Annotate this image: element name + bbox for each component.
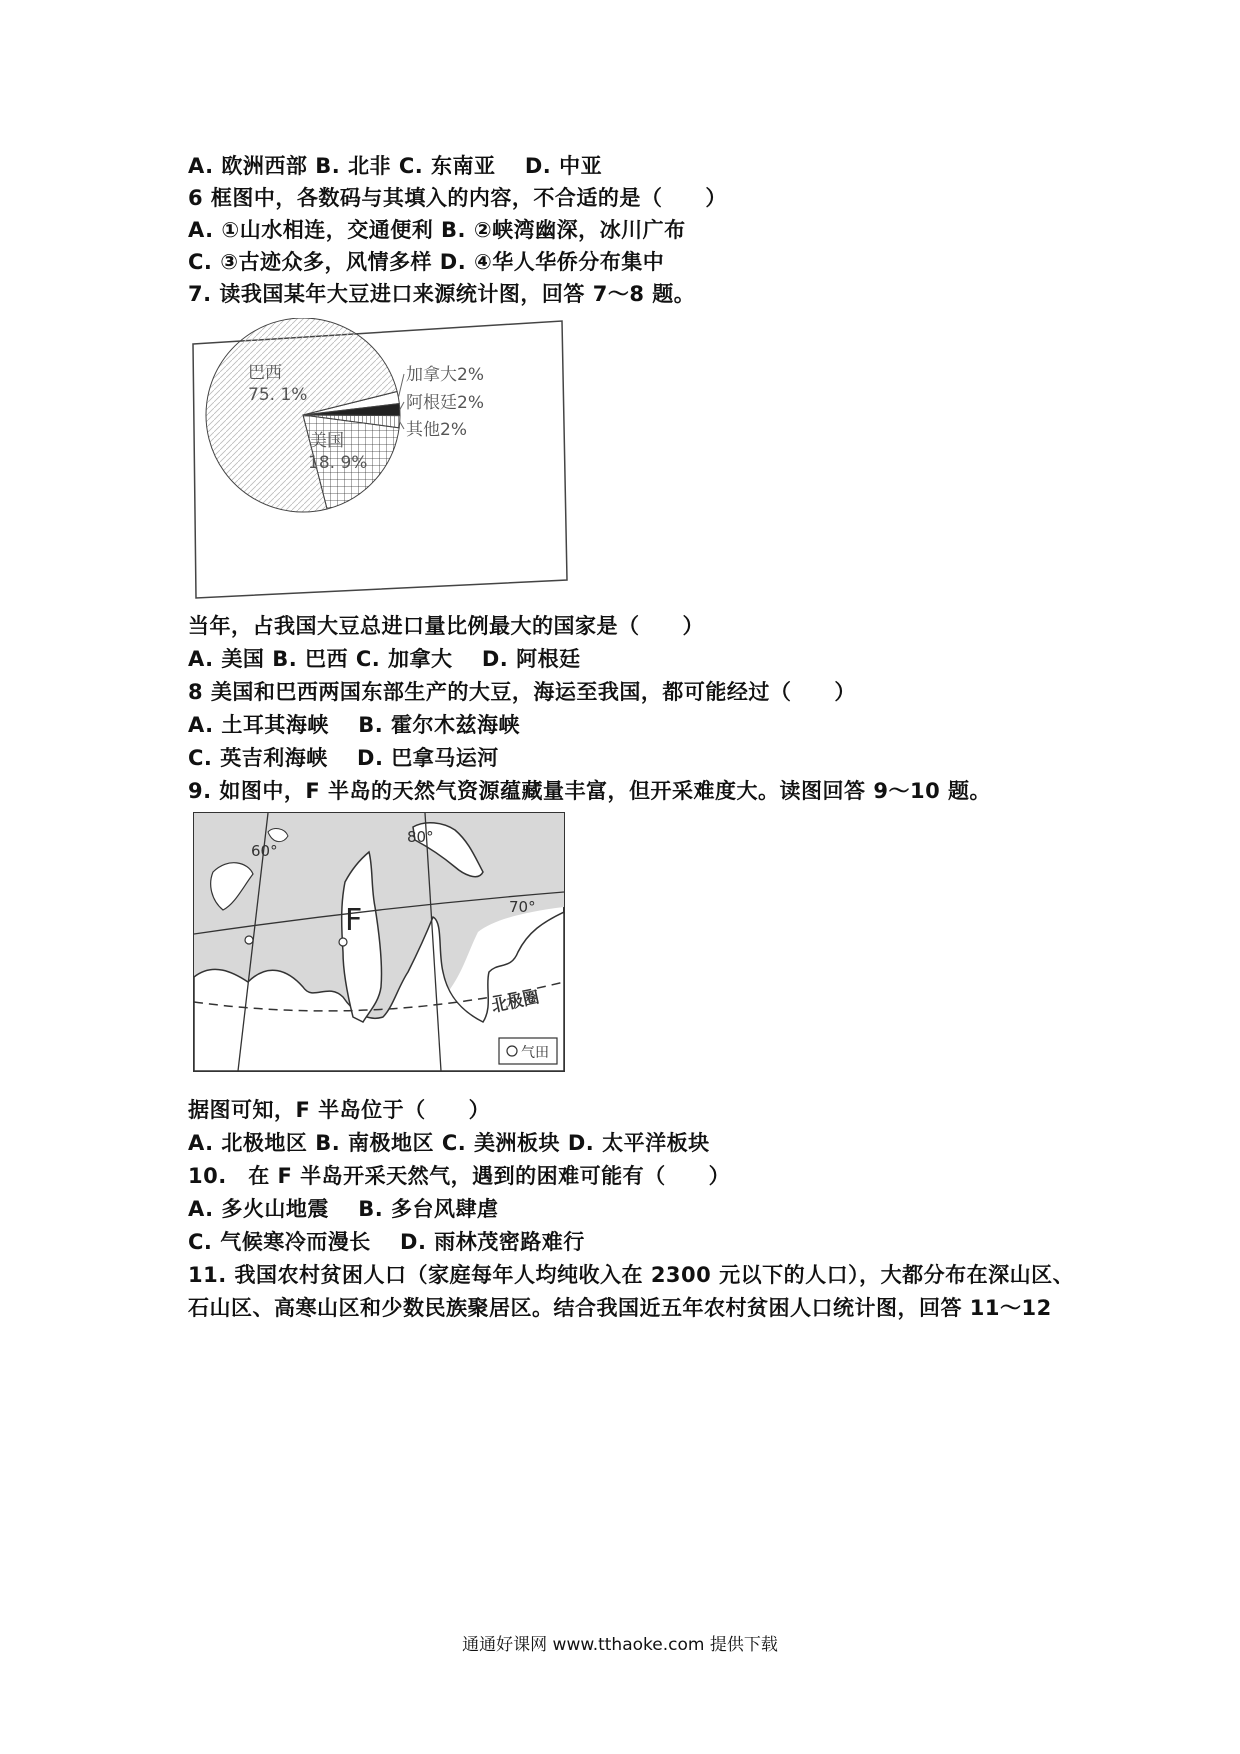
- question-11-intro-2: 石山区、高寒山区和少数民族聚居区。结合我国近五年农村贫困人口统计图，回答 11～12: [188, 1296, 1052, 1320]
- pie-label-加拿大: 加拿大2%: [406, 365, 484, 385]
- soybean-import-pie-chart: [190, 318, 570, 600]
- question-6-options-prev: A. 欧洲西部 B. 北非 C. 东南亚 D. 中亚: [188, 154, 603, 178]
- question-11-intro-1: 11. 我国农村贫困人口（家庭每年人均纯收入在 2300 元以下的人口），大都分布在深山区、: [188, 1263, 1075, 1287]
- arctic-circle-label: 北极圈: [489, 987, 541, 1016]
- pie-label-usa-name: 美国: [310, 431, 344, 451]
- question-8-options-cd: C. 英吉利海峡 D. 巴拿马运河: [188, 746, 499, 770]
- question-7-stem: 当年，占我国大豆总进口量比例最大的国家是（ ）: [188, 614, 704, 638]
- legend-gas-field-icon: [507, 1046, 517, 1056]
- f-peninsula-map: [193, 812, 565, 1074]
- gas-field-marker: [245, 936, 253, 944]
- question-10-stem: 10. 在 F 半岛开采天然气，遇到的困难可能有（ ）: [188, 1164, 731, 1188]
- lon-80-label: 80°: [407, 828, 434, 846]
- question-10-options-ab: A. 多火山地震 B. 多台风肆虐: [188, 1197, 499, 1221]
- page-footer: 通通好课网 www.tthaoke.com 提供下载: [462, 1635, 778, 1655]
- pie-label-其他: 其他2%: [406, 420, 467, 440]
- question-7-intro: 7. 读我国某年大豆进口来源统计图，回答 7～8 题。: [188, 282, 696, 306]
- pie-label-brazil-value: 75. 1%: [248, 385, 308, 405]
- peninsula-label: F: [345, 903, 363, 938]
- gas-field-marker: [339, 938, 347, 946]
- question-9-stem: 据图可知，F 半岛位于（ ）: [188, 1098, 491, 1122]
- pie-label-阿根廷: 阿根廷2%: [406, 393, 484, 413]
- question-6-options-cd: C. ③古迹众多，风情多样 D. ④华人华侨分布集中: [188, 250, 665, 274]
- pie-label-usa-value: 18. 9%: [308, 453, 368, 473]
- question-6-stem: 6 框图中，各数码与其填入的内容，不合适的是（ ）: [188, 186, 727, 210]
- question-6-options-ab: A. ①山水相连，交通便利 B. ②峡湾幽深，冰川广布: [188, 218, 686, 242]
- legend-label: 气田: [521, 1045, 549, 1061]
- question-8-options-ab: A. 土耳其海峡 B. 霍尔木兹海峡: [188, 713, 521, 737]
- question-9-intro: 9. 如图中，F 半岛的天然气资源蕴藏量丰富，但开采难度大。读图回答 9～10 题。: [188, 779, 992, 803]
- question-8-stem: 8 美国和巴西两国东部生产的大豆，海运至我国，都可能经过（ ）: [188, 680, 856, 704]
- lon-60-label: 60°: [251, 842, 278, 860]
- lat-70-label: 70°: [509, 898, 536, 916]
- question-10-options-cd: C. 气候寒冷而漫长 D. 雨林茂密路难行: [188, 1230, 585, 1254]
- question-7-options: A. 美国 B. 巴西 C. 加拿大 D. 阿根廷: [188, 647, 581, 671]
- question-9-options: A. 北极地区 B. 南极地区 C. 美洲板块 D. 太平洋板块: [188, 1131, 710, 1155]
- pie-label-brazil-name: 巴西: [248, 363, 282, 383]
